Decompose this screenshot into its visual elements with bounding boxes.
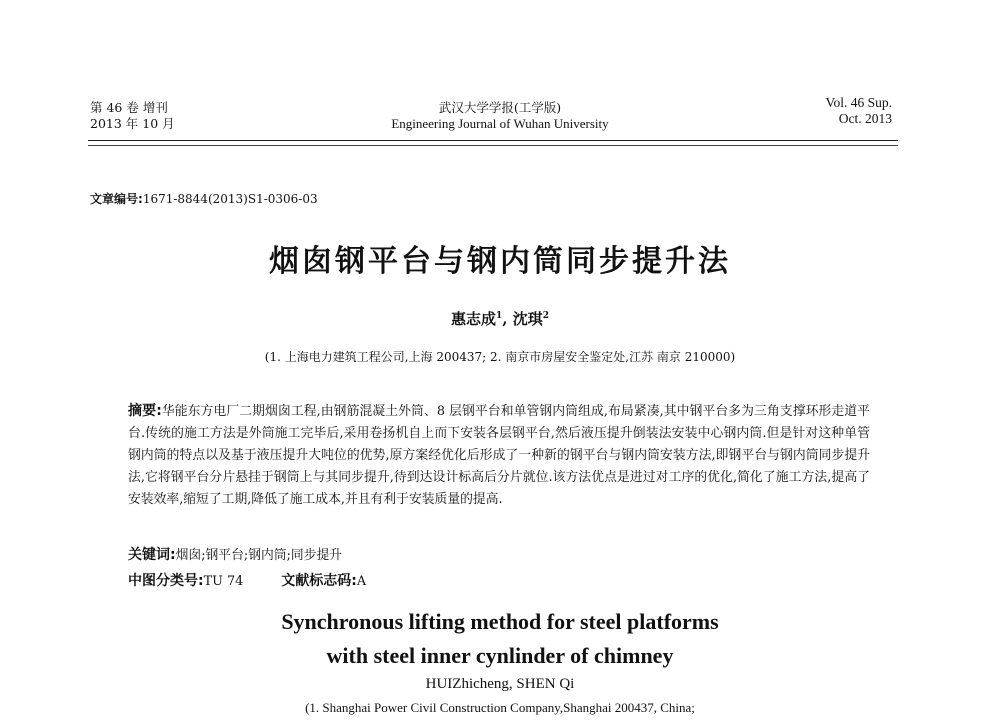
- article-number: [90, 190, 318, 207]
- title-english-line1: Synchronous lifting method for steel platforms: [281, 609, 719, 634]
- abstract-label: 摘要:: [128, 403, 162, 419]
- author-2-affil: 2: [542, 311, 549, 321]
- keywords-label: 关键词:: [128, 547, 176, 563]
- author-1-affil: 1: [496, 311, 503, 321]
- journal-name-en: Engineering Journal of Wuhan University: [391, 116, 609, 131]
- authors-chinese: [0, 308, 1000, 329]
- publication-date: 2013 年 10 月: [90, 116, 175, 131]
- authors-english: HUIZhicheng, SHEN Qi: [425, 676, 575, 692]
- affiliations-chinese: (1. 上海电力建筑工程公司,上海 200437; 2. 南京市房屋安全鉴定处,江苏 南京 210000): [264, 350, 736, 364]
- volume-issue: 第 46 卷 增刊: [90, 100, 168, 115]
- header-rule-thick: [88, 140, 898, 141]
- classification: [128, 570, 366, 590]
- keywords: [128, 544, 342, 564]
- header-rule-thin: [88, 145, 898, 146]
- journal-name-cn: 武汉大学学报(工学版): [438, 100, 562, 115]
- title-english-line2: with steel inner cynlinder of chimney: [326, 643, 674, 668]
- journal-volume-en: [825, 95, 892, 127]
- author-2: 沈琪: [512, 310, 543, 328]
- title-english: [0, 605, 1000, 673]
- affiliation-english: (1. Shanghai Power Civil Construction Company,Shanghai 200437, China;: [305, 700, 695, 715]
- volume-en: Vol. 46 Sup.: [825, 95, 892, 110]
- title-chinese: 烟囱钢平台与钢内筒同步提升法: [269, 244, 731, 279]
- author-separator: ,: [502, 310, 513, 328]
- abstract: [128, 400, 870, 511]
- article-number-value: 1671-8844(2013)S1-0306-03: [142, 192, 318, 206]
- keywords-value: 烟囱;钢平台;钢内筒;同步提升: [175, 548, 343, 563]
- doc-code-label: 文献标志码:: [281, 573, 357, 589]
- clc-label: 中图分类号:: [128, 573, 204, 589]
- author-1: 惠志成: [450, 310, 496, 328]
- doc-code-value: A: [356, 574, 367, 589]
- date-en: Oct. 2013: [838, 111, 892, 126]
- abstract-text: 华能东方电厂二期烟囱工程,由钢筋混凝土外筒、8 层钢平台和单管钢内筒组成,布局紧凑,其中钢平台多为三角支撑环形走道平台.传统的施工方法是外筒施工完毕后,采用卷扬机自上而下安装各层钢平台,然后液压提升倒装法安装中心钢内筒.但是针对这种单管钢内筒的特点以及基于液压提升大吨位的优势,原方案经优化后形成了一种新的钢平台与钢内筒安装方法,即钢平台与钢内筒同步提升法,它将钢平台分片悬挂于钢筒上与其同步提升,待到达设计标高后分片就位.该方法优点是进过对工序的优化,简化了施工方法,提高了安装效率,缩短了工期,降低了施工成本,并且有利于安装质量的提高.: [128, 404, 870, 507]
- article-number-label: 文章编号:: [90, 192, 143, 206]
- clc-value: TU 74: [203, 574, 244, 589]
